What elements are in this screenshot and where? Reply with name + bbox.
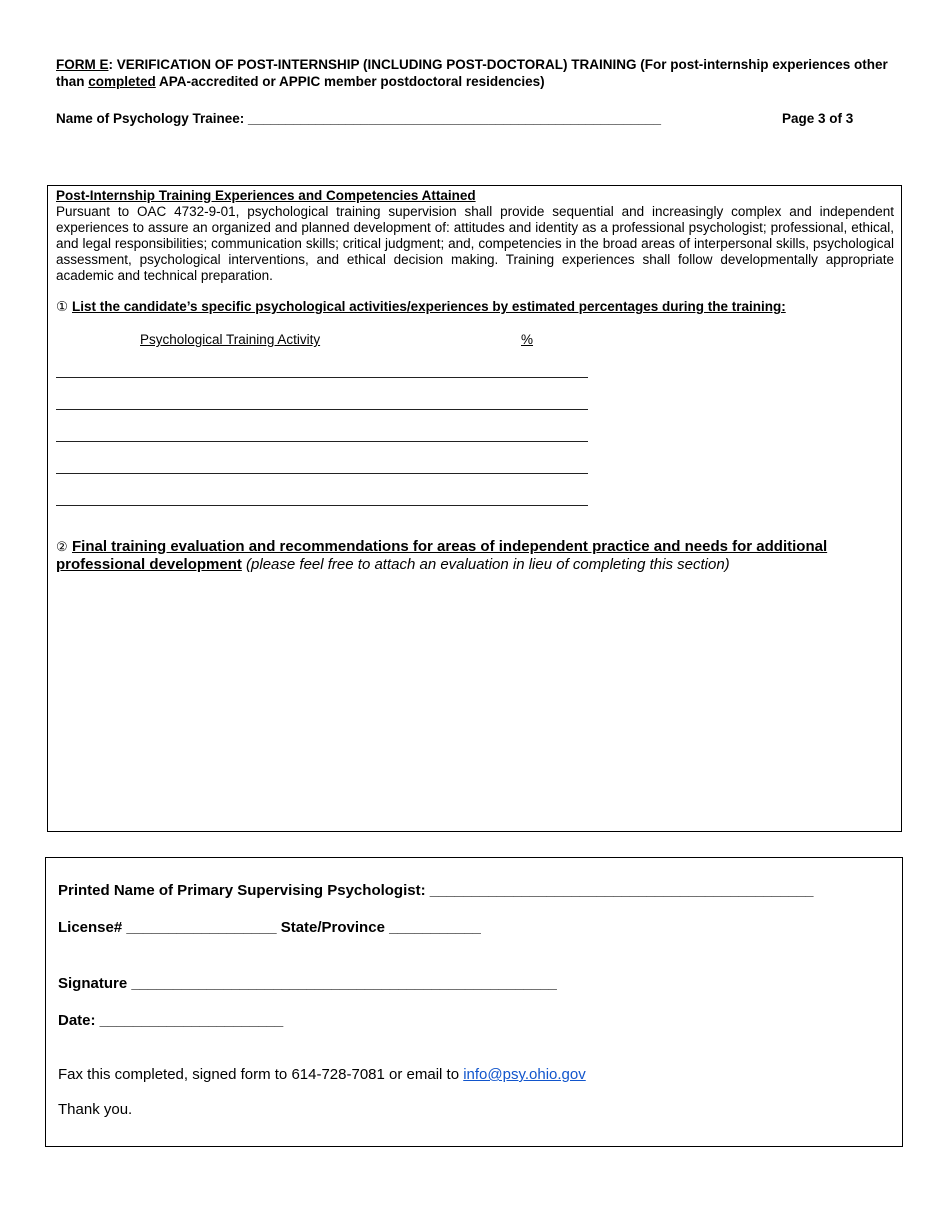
page-number: Page 3 of 3 bbox=[782, 111, 854, 126]
question-2-text: Final training evaluation and recommendations for areas of independent practice and needs for additional professional development bbox=[56, 538, 828, 573]
question-2-number: ② bbox=[56, 539, 68, 554]
question-2-note: (please feel free to attach an evaluation in lieu of completing this section) bbox=[241, 556, 730, 573]
percent-column-header: % bbox=[521, 332, 534, 347]
question-2 bbox=[56, 538, 894, 574]
activity-line[interactable] bbox=[56, 409, 588, 410]
form-title bbox=[56, 56, 916, 90]
signature-field[interactable]: Signature ___________________________________________________ bbox=[58, 975, 557, 992]
title-part1: : VERIFICATION OF POST-INTERNSHIP (INCLUDING POST-DOCTORAL) TRAINING (For post-internship experiences other than bbox=[56, 57, 888, 89]
section-paragraph: Pursuant to OAC 4732-9-01, psychological training supervision shall provide sequential and increasingly complex and independent experiences to assure an organized and planned development of: attitudes and identity as a professional psychologist; professional, ethical, and legal responsibilities; communication skills; critical judgment; and, competencies in the broad areas of interpersonal skills, psychological assessment, psychological interventions, and ethical decision making. Training experiences shall follow developmentally appropriate academic and technical preparation. bbox=[56, 204, 894, 283]
supervisor-box bbox=[45, 857, 903, 1147]
fax-text: Fax this completed, signed form to 614-728-7081 or email to bbox=[58, 1066, 464, 1083]
question-1 bbox=[56, 299, 786, 315]
supervisor-name-field[interactable]: Printed Name of Primary Supervising Psychologist: ______________________________________________ bbox=[58, 882, 814, 899]
activity-line[interactable] bbox=[56, 505, 588, 506]
activity-line[interactable] bbox=[56, 441, 588, 442]
title-part2: APA-accredited or APPIC member postdoctoral residencies) bbox=[155, 74, 545, 89]
activity-line[interactable] bbox=[56, 377, 588, 378]
thank-you: Thank you. bbox=[58, 1101, 133, 1118]
section-title: Post-Internship Training Experiences and Competencies Attained bbox=[56, 188, 476, 203]
fax-instructions bbox=[58, 1066, 586, 1083]
date-field[interactable]: Date: ______________________ bbox=[58, 1012, 284, 1029]
title-emphasis: completed bbox=[88, 74, 156, 89]
question-1-text: List the candidate’s specific psychological activities/experiences by estimated percentages during the training: bbox=[72, 299, 786, 314]
activity-line[interactable] bbox=[56, 473, 588, 474]
license-field[interactable]: License# __________________ State/Province ___________ bbox=[58, 919, 481, 936]
form-label: FORM E bbox=[56, 57, 109, 72]
trainee-name-field[interactable]: Name of Psychology Trainee: _______________________________________________________ bbox=[56, 111, 662, 126]
question-1-number: ① bbox=[56, 299, 69, 314]
email-link[interactable]: info@psy.ohio.gov bbox=[463, 1066, 586, 1083]
activity-column-header: Psychological Training Activity bbox=[140, 332, 321, 347]
